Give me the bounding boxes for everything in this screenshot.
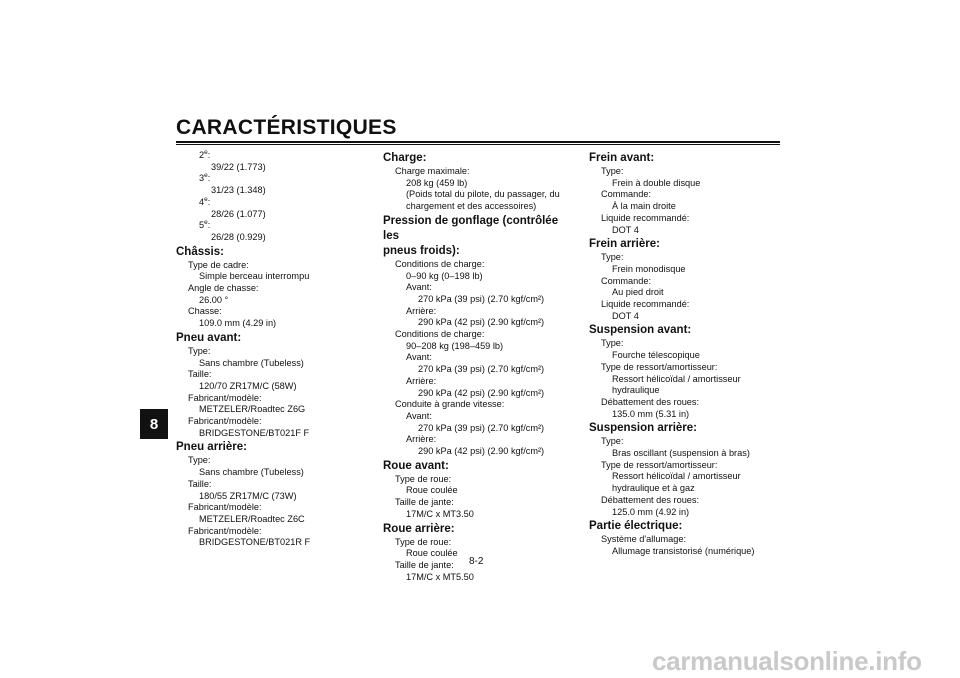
frame-type-value: Simple berceau interrompu	[199, 271, 310, 282]
front-tire-heading: Pneu avant:	[176, 331, 242, 344]
ignition-value: Allumage transistorisé (numérique)	[612, 545, 755, 556]
rear-rim-value: 17M/C x MT5.50	[406, 571, 474, 582]
header-rule-thin	[176, 144, 780, 145]
page-number: 8-2	[469, 556, 484, 567]
load-cond1-value: 0–90 kg (0–198 lb)	[406, 270, 483, 281]
chapter-tab: 8	[140, 409, 168, 439]
cond1-front-value: 270 kPa (39 psi) (2.70 kgf/cm²)	[418, 293, 545, 304]
highspeed-rear-value: 290 kPa (42 psi) (2.90 kgf/cm²)	[418, 446, 545, 457]
pressure-heading-line1: Pression de gonflage (contrôlée les	[383, 214, 559, 242]
caster-label: Angle de chasse:	[188, 283, 259, 294]
rear-tire-type-label: Type:	[188, 455, 211, 466]
front-susp-travel-label: Débattement des roues:	[601, 396, 700, 407]
column-left	[176, 150, 366, 549]
cond2-front-value: 270 kPa (39 psi) (2.70 kgf/cm²)	[418, 364, 545, 375]
rear-wheel-type-value: Roue coulée	[406, 548, 458, 559]
page-title: CARACTÉRISTIQUES	[176, 116, 397, 139]
trail-label: Chasse:	[188, 306, 222, 317]
trail-value: 109.0 mm (4.29 in)	[199, 318, 277, 329]
front-brake-op-label: Commande:	[601, 189, 652, 200]
gear-5-label: 5e:	[199, 219, 211, 231]
front-susp-spring-label: Type de ressort/amortisseur:	[601, 361, 718, 372]
front-tire-size-label: Taille:	[188, 369, 212, 380]
rear-wheel-heading: Roue arrière:	[383, 522, 455, 535]
front-wheel-type-value: Roue coulée	[406, 485, 458, 496]
rear-brake-fluid-label: Liquide recommandé:	[601, 299, 690, 310]
front-tire-maker2-label: Fabricant/modèle:	[188, 416, 262, 427]
max-load-label: Charge maximale:	[395, 166, 470, 176]
cond1-front-label: Avant:	[406, 282, 432, 293]
load-cond1-label: Conditions de charge:	[395, 258, 485, 269]
rear-susp-travel-value: 125.0 mm (4.92 in)	[612, 506, 690, 517]
front-brake-type-label: Type:	[601, 166, 624, 176]
rear-susp-heading: Suspension arrière:	[589, 422, 698, 435]
electrical-heading: Partie électrique:	[589, 520, 683, 533]
front-brake-heading: Frein avant:	[589, 152, 655, 164]
column-middle	[383, 150, 573, 583]
gear-3-label: 3e:	[199, 172, 211, 184]
front-susp-heading: Suspension avant:	[589, 324, 692, 337]
rear-brake-type-value: Frein monodisque	[612, 263, 686, 274]
rear-tire-maker2-label: Fabricant/modèle:	[188, 525, 262, 536]
front-susp-spring-value-1: Ressort hélicoïdal / amortisseur	[612, 373, 741, 384]
max-load-note-2: chargement et des accessoires)	[406, 201, 537, 212]
max-load-note-1: (Poids total du pilote, du passager, du	[406, 189, 560, 200]
rear-susp-type-value: Bras oscillant (suspension à bras)	[612, 448, 750, 459]
rear-brake-type-label: Type:	[601, 252, 624, 263]
rear-susp-spring-label: Type de ressort/amortisseur:	[601, 459, 718, 470]
gear-4-value: 28/26 (1.077)	[211, 208, 266, 219]
rear-rim-label: Taille de jante:	[395, 559, 454, 570]
front-wheel-heading: Roue avant:	[383, 459, 449, 472]
rear-tire-size-label: Taille:	[188, 478, 212, 489]
gear-4-label: 4e:	[199, 195, 211, 207]
load-heading: Charge:	[383, 152, 427, 164]
rear-tire-heading: Pneu arrière:	[176, 441, 247, 454]
load-cond2-value: 90–208 kg (198–459 lb)	[406, 340, 504, 351]
front-brake-op-value: À la main droite	[612, 201, 676, 212]
front-tire-maker2-value: BRIDGESTONE/BT021F F	[199, 427, 310, 438]
rear-brake-op-label: Commande:	[601, 275, 652, 286]
rear-tire-maker2-value: BRIDGESTONE/BT021R F	[199, 537, 311, 548]
front-rim-label: Taille de jante:	[395, 497, 454, 508]
front-susp-spring-value-2: hydraulique	[612, 385, 660, 396]
front-brake-fluid-label: Liquide recommandé:	[601, 212, 690, 223]
highspeed-rear-label: Arrière:	[406, 434, 437, 445]
front-susp-type-label: Type:	[601, 338, 624, 349]
rear-susp-spring-value-1: Ressort hélicoïdal / amortisseur	[612, 471, 741, 482]
gear-2-label: 2e:	[199, 148, 211, 160]
highspeed-label: Conduite à grande vitesse:	[395, 399, 505, 410]
front-rim-value: 17M/C x MT3.50	[406, 508, 474, 519]
cond2-rear-label: Arrière:	[406, 375, 437, 386]
cond1-rear-label: Arrière:	[406, 305, 437, 316]
rear-brake-heading: Frein arrière:	[589, 238, 660, 251]
column-right	[589, 150, 779, 558]
rear-susp-type-label: Type:	[601, 436, 624, 447]
ignition-label: Système d'allumage:	[601, 534, 686, 545]
front-tire-size-value: 120/70 ZR17M/C (58W)	[199, 380, 297, 391]
gear-3-value: 31/23 (1.348)	[211, 185, 266, 196]
pressure-heading-line2: pneus froids):	[383, 244, 460, 257]
max-load-value: 208 kg (459 lb)	[406, 177, 468, 188]
rear-wheel-type-label: Type de roue:	[395, 536, 452, 547]
header-rule	[176, 141, 780, 143]
rear-tire-size-value: 180/55 ZR17M/C (73W)	[199, 490, 297, 501]
front-susp-type-value: Fourche télescopique	[612, 350, 700, 361]
frame-type-label: Type de cadre:	[188, 259, 249, 270]
rear-brake-op-value: Au pied droit	[612, 287, 664, 298]
front-wheel-type-label: Type de roue:	[395, 473, 452, 484]
gear-5-value: 26/28 (0.929)	[211, 231, 266, 242]
highspeed-front-value: 270 kPa (39 psi) (2.70 kgf/cm²)	[418, 422, 545, 433]
front-susp-travel-value: 135.0 mm (5.31 in)	[612, 408, 690, 419]
rear-susp-spring-value-2: hydraulique et à gaz	[612, 483, 695, 494]
front-brake-fluid-value: DOT 4	[612, 224, 639, 235]
caster-value: 26.00 °	[199, 294, 229, 305]
front-tire-maker1-value: METZELER/Roadtec Z6G	[199, 404, 306, 415]
front-tire-type-label: Type:	[188, 345, 211, 356]
front-tire-maker1-label: Fabricant/modèle:	[188, 392, 262, 403]
gear-2-value: 39/22 (1.773)	[211, 161, 266, 172]
cond2-rear-value: 290 kPa (42 psi) (2.90 kgf/cm²)	[418, 387, 545, 398]
cond2-front-label: Avant:	[406, 352, 432, 363]
rear-brake-fluid-value: DOT 4	[612, 310, 639, 321]
rear-tire-maker1-label: Fabricant/modèle:	[188, 502, 262, 513]
load-cond2-label: Conditions de charge:	[395, 329, 485, 340]
front-tire-type-value: Sans chambre (Tubeless)	[199, 357, 304, 368]
rear-tire-maker1-value: METZELER/Roadtec Z6C	[199, 513, 305, 524]
pressure-heading	[383, 214, 573, 259]
rear-susp-travel-label: Débattement des roues:	[601, 494, 700, 505]
watermark: carmanualsonline.info	[652, 646, 922, 676]
highspeed-front-label: Avant:	[406, 410, 432, 421]
chassis-heading: Châssis:	[176, 245, 224, 258]
cond1-rear-value: 290 kPa (42 psi) (2.90 kgf/cm²)	[418, 317, 545, 328]
front-brake-type-value: Frein à double disque	[612, 177, 701, 188]
rear-tire-type-value: Sans chambre (Tubeless)	[199, 467, 304, 478]
